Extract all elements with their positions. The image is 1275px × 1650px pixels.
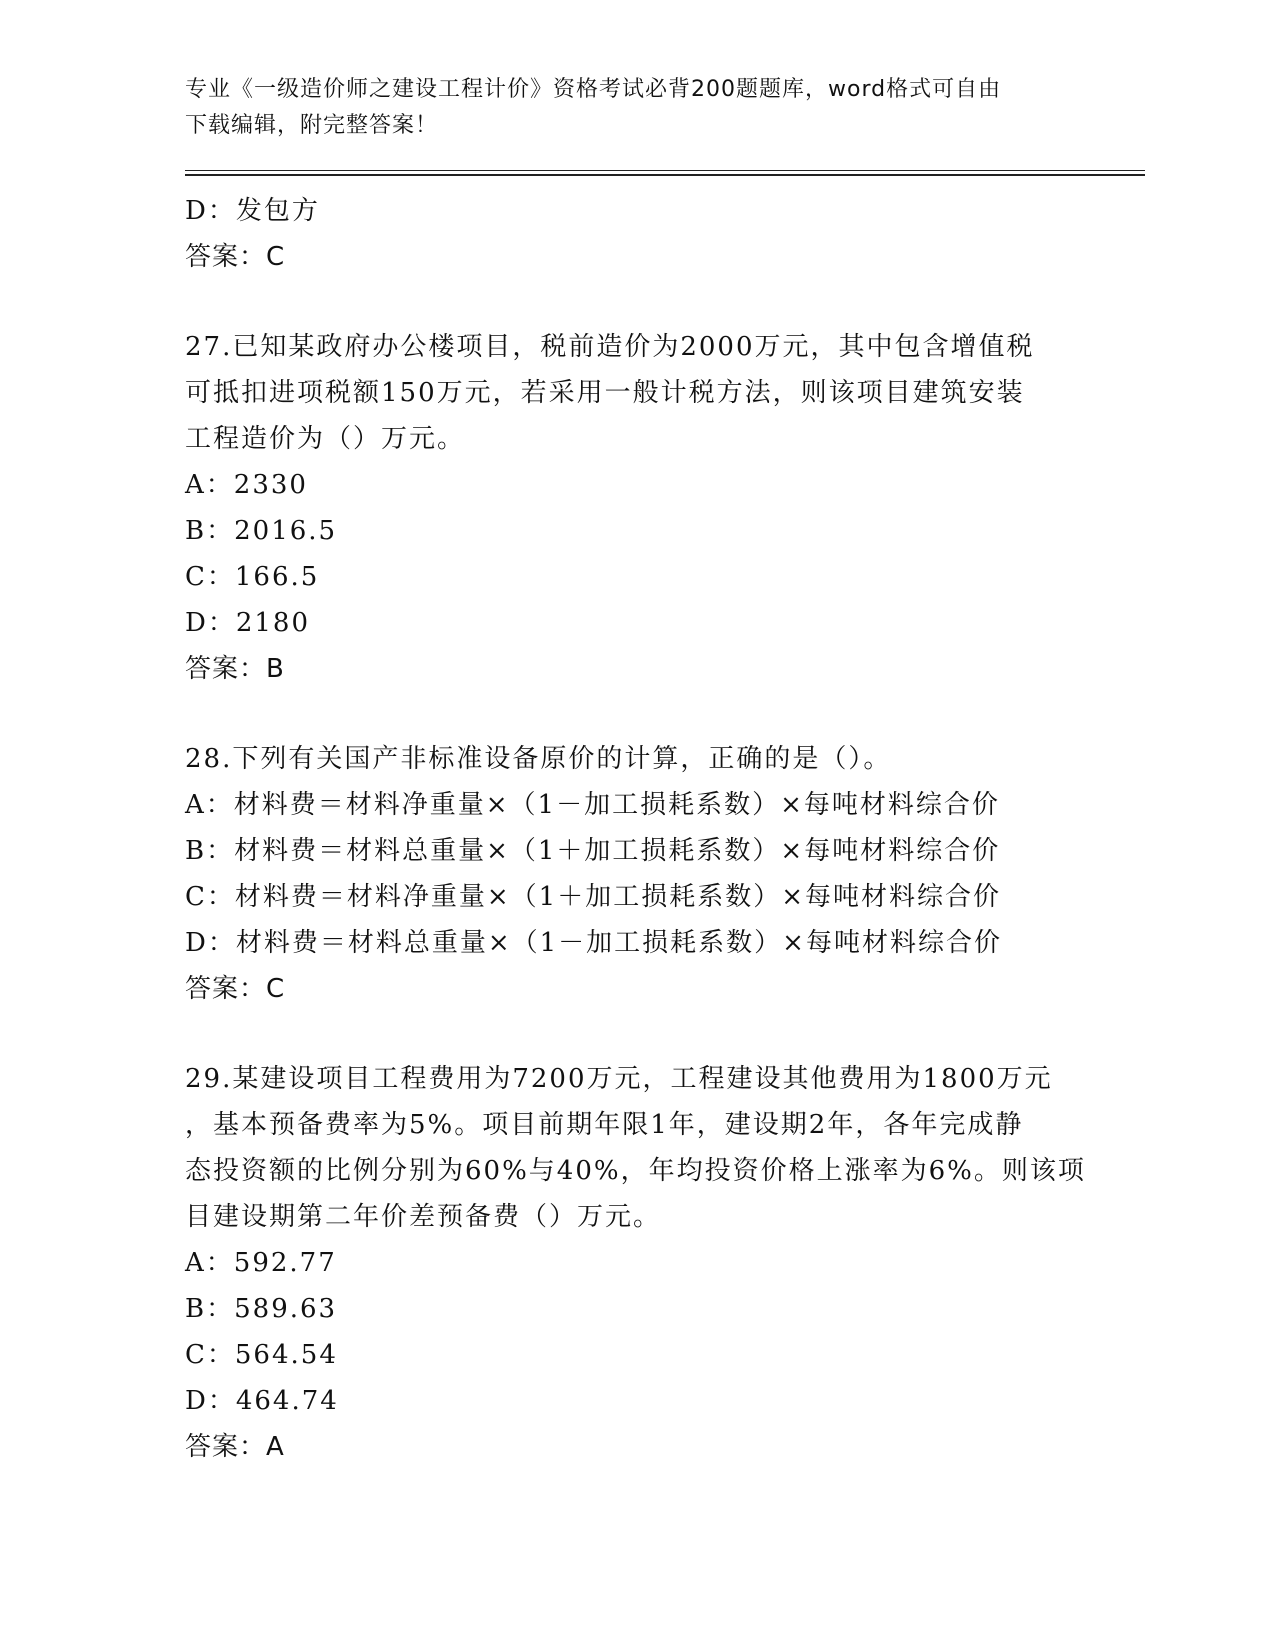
option-a: A：材料费＝材料净重量×（1－加工损耗系数）×每吨材料综合价	[185, 790, 1000, 820]
document-body	[185, 188, 1125, 1470]
spacer	[185, 280, 1125, 324]
option-b: B：2016.5	[185, 516, 338, 546]
question-text: 态投资额的比例分别为60%与40%，年均投资价格上涨率为6%。则该项	[185, 1156, 1086, 1186]
question-text: 工程造价为（）万元。	[185, 424, 466, 454]
option-d: D：发包方	[185, 196, 320, 226]
option-a: A：592.77	[185, 1248, 337, 1278]
question-29	[185, 1056, 1125, 1470]
option-a: A：2330	[185, 470, 308, 500]
question-27	[185, 324, 1125, 692]
header-line-1: 专业《一级造价师之建设工程计价》资格考试必背200题题库，word格式可自由	[185, 77, 1002, 102]
answer: 答案：C	[185, 974, 286, 1004]
spacer	[185, 692, 1125, 736]
option-b: B：589.63	[185, 1294, 338, 1324]
page-header	[185, 72, 1085, 144]
answer: 答案：A	[185, 1432, 285, 1462]
header-rule-thick	[185, 174, 1145, 176]
option-c: C：材料费＝材料净重量×（1＋加工损耗系数）×每吨材料综合价	[185, 882, 1002, 912]
option-b: B：材料费＝材料总重量×（1＋加工损耗系数）×每吨材料综合价	[185, 836, 1001, 866]
question-text: 28.下列有关国产非标准设备原价的计算，正确的是（）。	[185, 744, 892, 774]
question-text: 29.某建设项目工程费用为7200万元，工程建设其他费用为1800万元	[185, 1064, 1053, 1094]
header-rule-thin	[185, 170, 1145, 171]
option-d: D：材料费＝材料总重量×（1－加工损耗系数）×每吨材料综合价	[185, 928, 1002, 958]
header-line-2: 下载编辑，附完整答案！	[185, 113, 439, 138]
question-text: 可抵扣进项税额150万元，若采用一般计税方法，则该项目建筑安装	[185, 378, 1025, 408]
option-c: C：564.54	[185, 1340, 338, 1370]
question-28	[185, 736, 1125, 1012]
option-c: C：166.5	[185, 562, 320, 592]
option-d: D：2180	[185, 608, 311, 638]
answer: 答案：C	[185, 242, 286, 272]
spacer	[185, 1012, 1125, 1056]
previous-question-tail	[185, 188, 1125, 280]
question-text: 目建设期第二年价差预备费（）万元。	[185, 1202, 662, 1232]
question-text: ，基本预备费率为5%。项目前期年限1年，建设期2年，各年完成静	[185, 1110, 1024, 1140]
answer: 答案：B	[185, 654, 285, 684]
option-d: D：464.74	[185, 1386, 339, 1416]
question-text: 27.已知某政府办公楼项目，税前造价为2000万元，其中包含增值税	[185, 332, 1035, 362]
